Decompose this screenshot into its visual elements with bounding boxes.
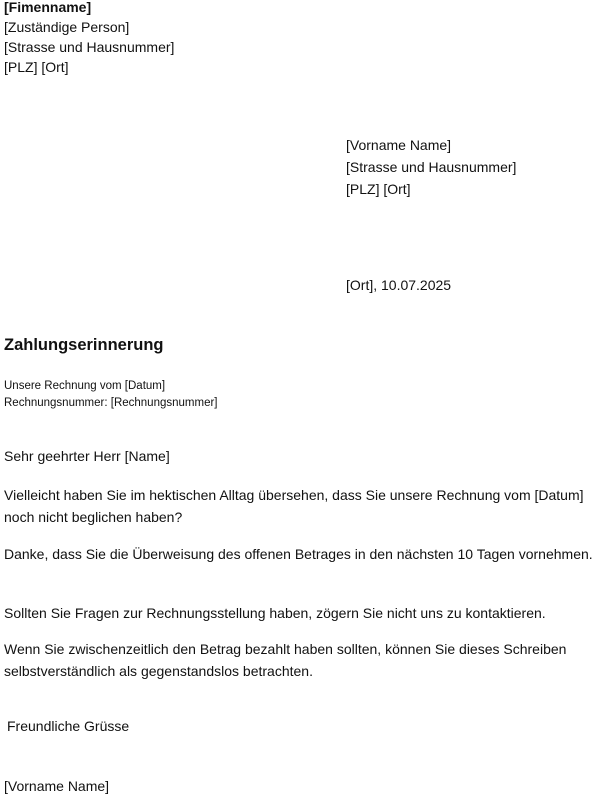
date-line: [Ort], 10.07.2025 bbox=[346, 277, 452, 293]
recipient-street: [Strasse und Hausnummer] bbox=[346, 159, 517, 175]
sender-city: [PLZ] [Ort] bbox=[4, 59, 69, 75]
sender-company: [Fimenname] bbox=[4, 0, 92, 15]
salutation: Sehr geehrter Herr [Name] bbox=[4, 448, 170, 464]
body-paragraph: Wenn Sie zwischenzeitlich den Betrag bezahlt haben sollten, können Sie dieses Schreiben selbstverständlich als gegenstandslos betrachten. bbox=[4, 641, 567, 679]
subject-heading: Zahlungserinnerung bbox=[4, 336, 164, 354]
signature-name: [Vorname Name] bbox=[4, 778, 110, 794]
body-paragraph: Vielleicht haben Sie im hektischen Alltag übersehen, dass Sie unsere Rechnung vom [Datum] noch nicht beglichen haben? bbox=[4, 487, 584, 525]
body-paragraph: Sollten Sie Fragen zur Rechnungsstellung haben, zögern Sie nicht uns zu kontaktieren. bbox=[4, 605, 546, 621]
recipient-city: [PLZ] [Ort] bbox=[346, 181, 411, 197]
reference-invoice-number: Rechnungsnummer: [Rechnungsnummer] bbox=[4, 397, 218, 409]
sender-person: [Zuständige Person] bbox=[4, 19, 130, 35]
recipient-name: [Vorname Name] bbox=[346, 137, 452, 153]
closing: Freundliche Grüsse bbox=[7, 718, 130, 734]
sender-street: [Strasse und Hausnummer] bbox=[4, 39, 175, 55]
body-paragraph: Danke, dass Sie die Überweisung des offenen Betrages in den nächsten 10 Tagen vornehmen. bbox=[4, 546, 593, 562]
reference-invoice-date: Unsere Rechnung vom [Datum] bbox=[4, 380, 166, 392]
